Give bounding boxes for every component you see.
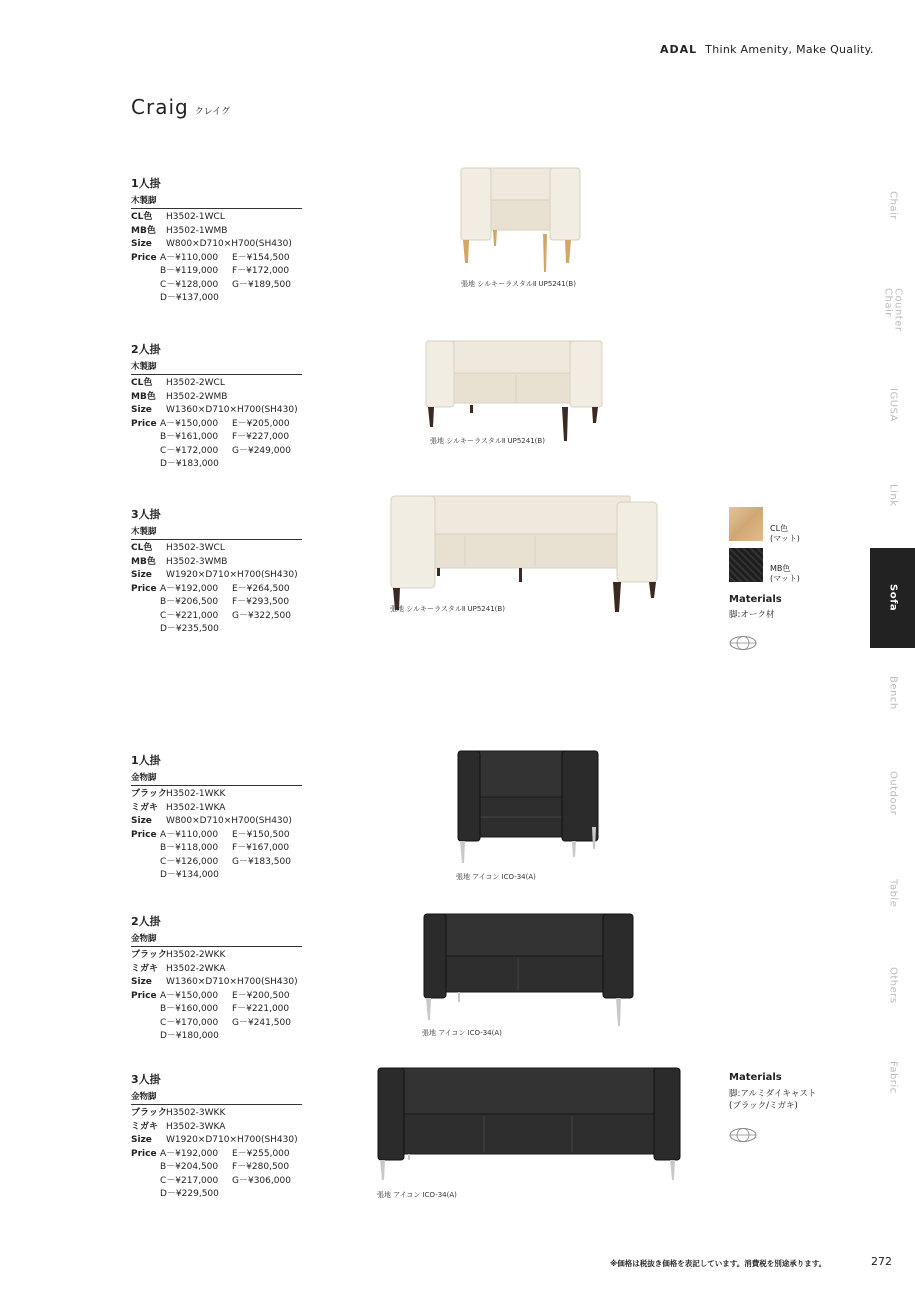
price-value: D－¥183,000 bbox=[160, 459, 219, 469]
leg-type: 金物脚 bbox=[131, 771, 302, 786]
size-value: W1920×D710×H700(SH430) bbox=[166, 1135, 298, 1145]
price-value: G－¥189,500 bbox=[232, 279, 291, 290]
price-value: F－¥280,500 bbox=[232, 1162, 290, 1172]
brand-logo: ADAL bbox=[660, 43, 698, 56]
price-value: G－¥183,500 bbox=[232, 856, 291, 867]
price-value: A－¥192,000 bbox=[160, 583, 219, 594]
price-grid bbox=[160, 1148, 302, 1202]
sidebar-item-link[interactable] bbox=[870, 455, 915, 535]
price-value: E－¥255,000 bbox=[232, 1148, 290, 1159]
code-value: H3502-2WMB bbox=[166, 391, 228, 402]
price-value: F－¥167,000 bbox=[232, 843, 290, 853]
eco-badge-icon bbox=[729, 1128, 757, 1142]
spec-block bbox=[131, 506, 302, 637]
price-value: B－¥206,500 bbox=[160, 597, 219, 607]
leg-type: 金物脚 bbox=[131, 1090, 302, 1105]
price-value: A－¥110,000 bbox=[160, 252, 219, 263]
swatch-mb bbox=[729, 548, 763, 582]
price-value: F－¥293,500 bbox=[232, 597, 290, 607]
size-label: Size bbox=[131, 1135, 152, 1145]
code-value: H3502-1WMB bbox=[166, 225, 228, 236]
sidebar-item-others[interactable] bbox=[870, 940, 915, 1030]
sidebar-item-label: Table bbox=[887, 878, 899, 908]
swatch-cl-label: CL色 (マット) bbox=[770, 524, 800, 543]
code-value: H3502-3WKA bbox=[166, 1121, 226, 1132]
code-label: ブラック bbox=[131, 1108, 167, 1118]
size-row bbox=[131, 238, 302, 252]
size-value: W800×D710×H700(SH430) bbox=[166, 239, 292, 249]
price-value: B－¥118,000 bbox=[160, 843, 219, 853]
title-en: Craig bbox=[131, 95, 189, 119]
price-value: B－¥161,000 bbox=[160, 432, 219, 442]
price-value: B－¥160,000 bbox=[160, 1004, 219, 1014]
price-value: G－¥306,000 bbox=[232, 1175, 291, 1186]
caption-sofa-3-metal: 張地 アイコン ICO-34(A) bbox=[377, 1191, 457, 1199]
seat-count: 3人掛 bbox=[131, 508, 161, 521]
page-title bbox=[131, 95, 230, 119]
code-label: ブラック bbox=[131, 789, 167, 799]
sidebar-item-fabric[interactable] bbox=[870, 1032, 915, 1122]
price-value: A－¥150,000 bbox=[160, 418, 219, 429]
price-value: E－¥200,500 bbox=[232, 990, 290, 1001]
code-value: H3502-2WCL bbox=[166, 378, 225, 388]
sidebar-item-outdoor[interactable] bbox=[870, 748, 915, 838]
code-label: ミガキ bbox=[131, 1121, 159, 1132]
seat-count: 2人掛 bbox=[131, 915, 161, 928]
sidebar-item-table[interactable] bbox=[870, 848, 915, 938]
leg-type: 木製脚 bbox=[131, 360, 302, 375]
price-value bbox=[232, 623, 302, 637]
caption-sofa-3-wood: 張地 シルキーラスタルⅡ UP5241(B) bbox=[390, 605, 505, 613]
price-label: Price bbox=[131, 418, 157, 429]
price-value: E－¥205,000 bbox=[232, 418, 290, 429]
sidebar-item-label: Bench bbox=[887, 676, 899, 710]
caption-sofa-1-wood: 張地 シルキーラスタルⅡ UP5241(B) bbox=[461, 280, 576, 288]
price-row bbox=[131, 583, 302, 637]
size-value: W1920×D710×H700(SH430) bbox=[166, 570, 298, 580]
sidebar-item-counter-chair[interactable] bbox=[870, 270, 915, 350]
brand-tagline: Think Amenity, Make Quality. bbox=[705, 43, 874, 56]
size-value: W800×D710×H700(SH430) bbox=[166, 816, 292, 826]
price-grid bbox=[160, 829, 302, 883]
code-value: H3502-1WKK bbox=[166, 789, 226, 799]
price-value bbox=[232, 458, 302, 472]
price-value: E－¥150,500 bbox=[232, 829, 290, 840]
sidebar-item-bench[interactable] bbox=[870, 648, 915, 738]
spec-block bbox=[131, 175, 302, 306]
price-value: E－¥264,500 bbox=[232, 583, 290, 594]
code-row bbox=[131, 1121, 302, 1135]
spec-block bbox=[131, 913, 302, 1044]
price-value: C－¥128,000 bbox=[160, 279, 219, 290]
swatch-mb-label: MB色 (マット) bbox=[770, 564, 800, 583]
code-row bbox=[131, 1107, 302, 1121]
price-value: C－¥126,000 bbox=[160, 856, 219, 867]
sidebar-item-label: Others bbox=[887, 966, 899, 1004]
price-grid bbox=[160, 418, 302, 472]
code-row bbox=[131, 949, 302, 963]
materials-metal-text-2: (ブラック/ミガキ) bbox=[729, 1101, 798, 1111]
sidebar-item-label: IGUSA bbox=[887, 388, 899, 422]
size-value: W1360×D710×H700(SH430) bbox=[166, 977, 298, 987]
code-row bbox=[131, 788, 302, 802]
sofa-2-metal-image bbox=[418, 908, 638, 1033]
size-row bbox=[131, 1134, 302, 1148]
size-value: W1360×D710×H700(SH430) bbox=[166, 405, 298, 415]
price-row bbox=[131, 418, 302, 472]
code-row bbox=[131, 391, 302, 405]
price-value: C－¥170,000 bbox=[160, 1017, 219, 1028]
sofa-1-metal-image bbox=[452, 745, 602, 870]
price-grid bbox=[160, 583, 302, 637]
code-value: H3502-3WMB bbox=[166, 556, 228, 567]
size-label: Size bbox=[131, 239, 152, 249]
price-value: D－¥134,000 bbox=[160, 870, 219, 880]
sidebar-item-label: Sofa bbox=[887, 584, 899, 612]
price-value: E－¥154,500 bbox=[232, 252, 290, 263]
price-value: F－¥227,000 bbox=[232, 432, 290, 442]
sidebar-item-label: Fabric bbox=[887, 1060, 899, 1094]
code-label: CL色 bbox=[131, 543, 153, 553]
code-value: H3502-2WKK bbox=[166, 950, 226, 960]
code-value: H3502-2WKA bbox=[166, 963, 226, 974]
spec-block bbox=[131, 1071, 302, 1202]
spec-block bbox=[131, 752, 302, 883]
size-row bbox=[131, 569, 302, 583]
spec-block bbox=[131, 341, 302, 472]
materials-wood-title: Materials bbox=[729, 594, 782, 605]
code-row bbox=[131, 556, 302, 570]
code-row bbox=[131, 963, 302, 977]
size-label: Size bbox=[131, 816, 152, 826]
price-label: Price bbox=[131, 829, 157, 840]
seat-count: 3人掛 bbox=[131, 1073, 161, 1086]
price-label: Price bbox=[131, 1148, 157, 1159]
code-value: H3502-3WKK bbox=[166, 1108, 226, 1118]
swatch-cl bbox=[729, 507, 763, 541]
sofa-2-wood-image bbox=[420, 335, 610, 445]
page-number: 272 bbox=[871, 1255, 892, 1268]
price-value: C－¥221,000 bbox=[160, 610, 219, 621]
price-value bbox=[232, 1030, 302, 1044]
size-row bbox=[131, 815, 302, 829]
price-value: C－¥172,000 bbox=[160, 445, 219, 456]
caption-sofa-1-metal: 張地 アイコン ICO-34(A) bbox=[456, 873, 536, 881]
tax-footnote: ※価格は税抜き価格を表記しています。消費税を別途承ります。 bbox=[610, 1259, 827, 1268]
sidebar-item-chair[interactable] bbox=[870, 170, 915, 240]
price-value: G－¥249,000 bbox=[232, 445, 291, 456]
code-label: MB色 bbox=[131, 225, 156, 236]
code-label: MB色 bbox=[131, 391, 156, 402]
price-value: B－¥204,500 bbox=[160, 1162, 219, 1172]
price-value: G－¥241,500 bbox=[232, 1017, 291, 1028]
price-value: D－¥229,500 bbox=[160, 1189, 219, 1199]
code-value: H3502-1WCL bbox=[166, 212, 225, 222]
price-value bbox=[232, 869, 302, 883]
price-value: F－¥172,000 bbox=[232, 266, 290, 276]
code-label: ブラック bbox=[131, 950, 167, 960]
sofa-3-metal-image bbox=[372, 1062, 684, 1184]
code-row bbox=[131, 211, 302, 225]
price-value: A－¥150,000 bbox=[160, 990, 219, 1001]
price-value: B－¥119,000 bbox=[160, 266, 219, 276]
size-label: Size bbox=[131, 570, 152, 580]
materials-metal-text-1: 脚:アルミダイキャスト bbox=[729, 1089, 817, 1099]
code-row bbox=[131, 377, 302, 391]
price-value: D－¥180,000 bbox=[160, 1031, 219, 1041]
caption-sofa-2-metal: 張地 アイコン ICO-34(A) bbox=[422, 1029, 502, 1037]
code-row bbox=[131, 802, 302, 816]
leg-type: 木製脚 bbox=[131, 525, 302, 540]
price-value bbox=[232, 1188, 302, 1202]
size-row bbox=[131, 976, 302, 990]
brand-header bbox=[660, 43, 874, 56]
price-row bbox=[131, 829, 302, 883]
eco-badge-icon bbox=[729, 636, 757, 650]
sidebar-item-igusa[interactable] bbox=[870, 370, 915, 440]
price-grid bbox=[160, 990, 302, 1044]
code-label: CL色 bbox=[131, 212, 153, 222]
code-value: H3502-1WKA bbox=[166, 802, 226, 813]
materials-wood-text: 脚:オーク材 bbox=[729, 610, 775, 620]
code-row bbox=[131, 225, 302, 239]
price-value bbox=[232, 292, 302, 306]
code-label: ミガキ bbox=[131, 802, 159, 813]
price-label: Price bbox=[131, 990, 157, 1001]
price-value: G－¥322,500 bbox=[232, 610, 291, 621]
price-value: A－¥110,000 bbox=[160, 829, 219, 840]
sofa-1-wood-image bbox=[455, 160, 590, 275]
title-jp: クレイグ bbox=[194, 107, 231, 117]
price-label: Price bbox=[131, 252, 157, 263]
price-row bbox=[131, 1148, 302, 1202]
sidebar-item-sofa[interactable] bbox=[870, 548, 915, 648]
code-row bbox=[131, 542, 302, 556]
price-value: D－¥235,500 bbox=[160, 624, 219, 634]
price-value: F－¥221,000 bbox=[232, 1004, 290, 1014]
sofa-3-wood-image bbox=[385, 490, 665, 615]
price-row bbox=[131, 990, 302, 1044]
materials-metal-title: Materials bbox=[729, 1072, 782, 1083]
price-value: D－¥137,000 bbox=[160, 293, 219, 303]
size-label: Size bbox=[131, 405, 152, 415]
price-label: Price bbox=[131, 583, 157, 594]
code-label: ミガキ bbox=[131, 963, 159, 974]
leg-type: 木製脚 bbox=[131, 194, 302, 209]
code-label: CL色 bbox=[131, 378, 153, 388]
code-label: MB色 bbox=[131, 556, 156, 567]
price-value: C－¥217,000 bbox=[160, 1175, 219, 1186]
code-value: H3502-3WCL bbox=[166, 543, 225, 553]
seat-count: 1人掛 bbox=[131, 754, 161, 767]
seat-count: 2人掛 bbox=[131, 343, 161, 356]
sidebar-item-label: Link bbox=[887, 483, 899, 507]
sidebar-item-label: Outdoor bbox=[887, 770, 899, 816]
price-grid bbox=[160, 252, 302, 306]
price-value: A－¥192,000 bbox=[160, 1148, 219, 1159]
sidebar-item-label: Counter Chair bbox=[882, 288, 904, 332]
caption-sofa-2-wood: 張地 シルキーラスタルⅡ UP5241(B) bbox=[430, 437, 545, 445]
sidebar-item-label: Chair bbox=[887, 190, 899, 220]
size-label: Size bbox=[131, 977, 152, 987]
size-row bbox=[131, 404, 302, 418]
seat-count: 1人掛 bbox=[131, 177, 161, 190]
price-row bbox=[131, 252, 302, 306]
leg-type: 金物脚 bbox=[131, 932, 302, 947]
